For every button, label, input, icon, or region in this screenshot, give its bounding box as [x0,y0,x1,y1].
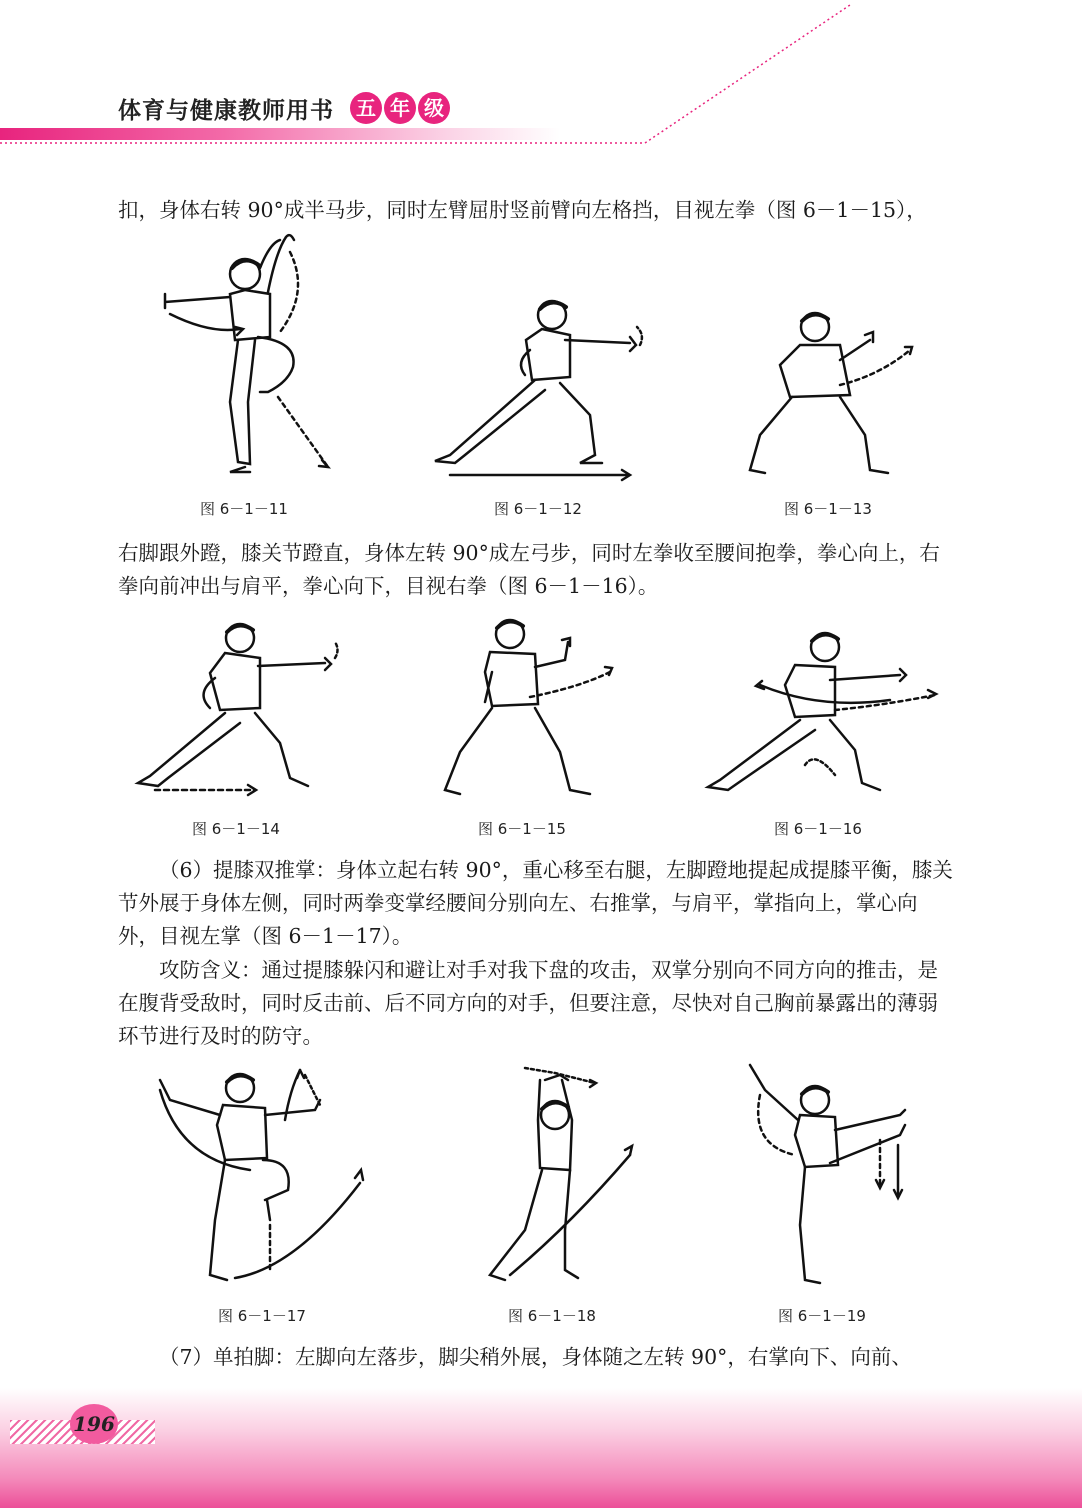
figure-caption: 图 6－1－14 [192,820,280,838]
figure-caption: 图 6－1－12 [494,500,582,518]
figure-caption: 图 6－1－16 [774,820,862,838]
figure-caption: 图 6－1－17 [218,1307,306,1325]
figure-6-1-15 [430,612,630,802]
figure-caption: 图 6－1－18 [508,1307,596,1325]
grade-char: 五 [350,92,382,124]
paragraph-4: 攻防含义：通过提膝躲闪和避让对手对我下盘的攻击，双掌分别向不同方向的推击，是在腹背受敌时，同时反击前、后不同方向的对手，但要注意，尽快对自己胸前暴露出的薄弱环节进行及时的防守。 [118,958,938,1048]
paragraph-2: 右脚跟外蹬，膝关节蹬直，身体左转 90°成左弓步，同时左拳收至腰间抱拳，拳心向上，右拳向前冲出与肩平，拳心向下，目视右拳（图 6－1－16）。 [118,541,940,598]
paragraph-5: （7）单拍脚：左脚向左落步，脚尖稍外展，身体随之左转 90°，右掌向下、向前、 [159,1345,912,1369]
figure-6-1-13 [740,305,930,485]
figure-6-1-16 [700,625,950,805]
paragraph-3: （6）提膝双推掌：身体立起右转 90°，重心移至右腿，左脚蹬地提起成提膝平衡，膝关节外展于身体左侧，同时两拳变掌经腰间分别向左、右推掌，与肩平，掌指向上，掌心向外，目视左掌（图 6－1－17）。 [118,858,953,948]
figure-6-1-19 [740,1055,930,1290]
figure-6-1-18 [470,1060,650,1290]
figure-caption: 图 6－1－13 [784,500,872,518]
grade-char: 级 [418,92,450,124]
book-title: 体育与健康教师用书 [118,98,334,124]
figure-caption: 图 6－1－15 [478,820,566,838]
page-header [0,0,1082,160]
header-bar [0,128,560,140]
figure-6-1-12 [430,295,660,485]
page-footer [0,1388,1082,1508]
figure-caption: 图 6－1－11 [200,500,288,518]
grade-char: 年 [384,92,416,124]
figure-caption: 图 6－1－19 [778,1307,866,1325]
page-number: 196 [70,1404,118,1444]
figure-6-1-14 [130,618,360,808]
figure-6-1-17 [155,1060,375,1290]
figure-6-1-11 [150,232,350,482]
paragraph-1: 扣，身体右转 90°成半马步，同时左臂屈肘竖前臂向左格挡，目视左拳（图 6－1－15）， [118,198,927,222]
grade-badge [350,92,450,124]
